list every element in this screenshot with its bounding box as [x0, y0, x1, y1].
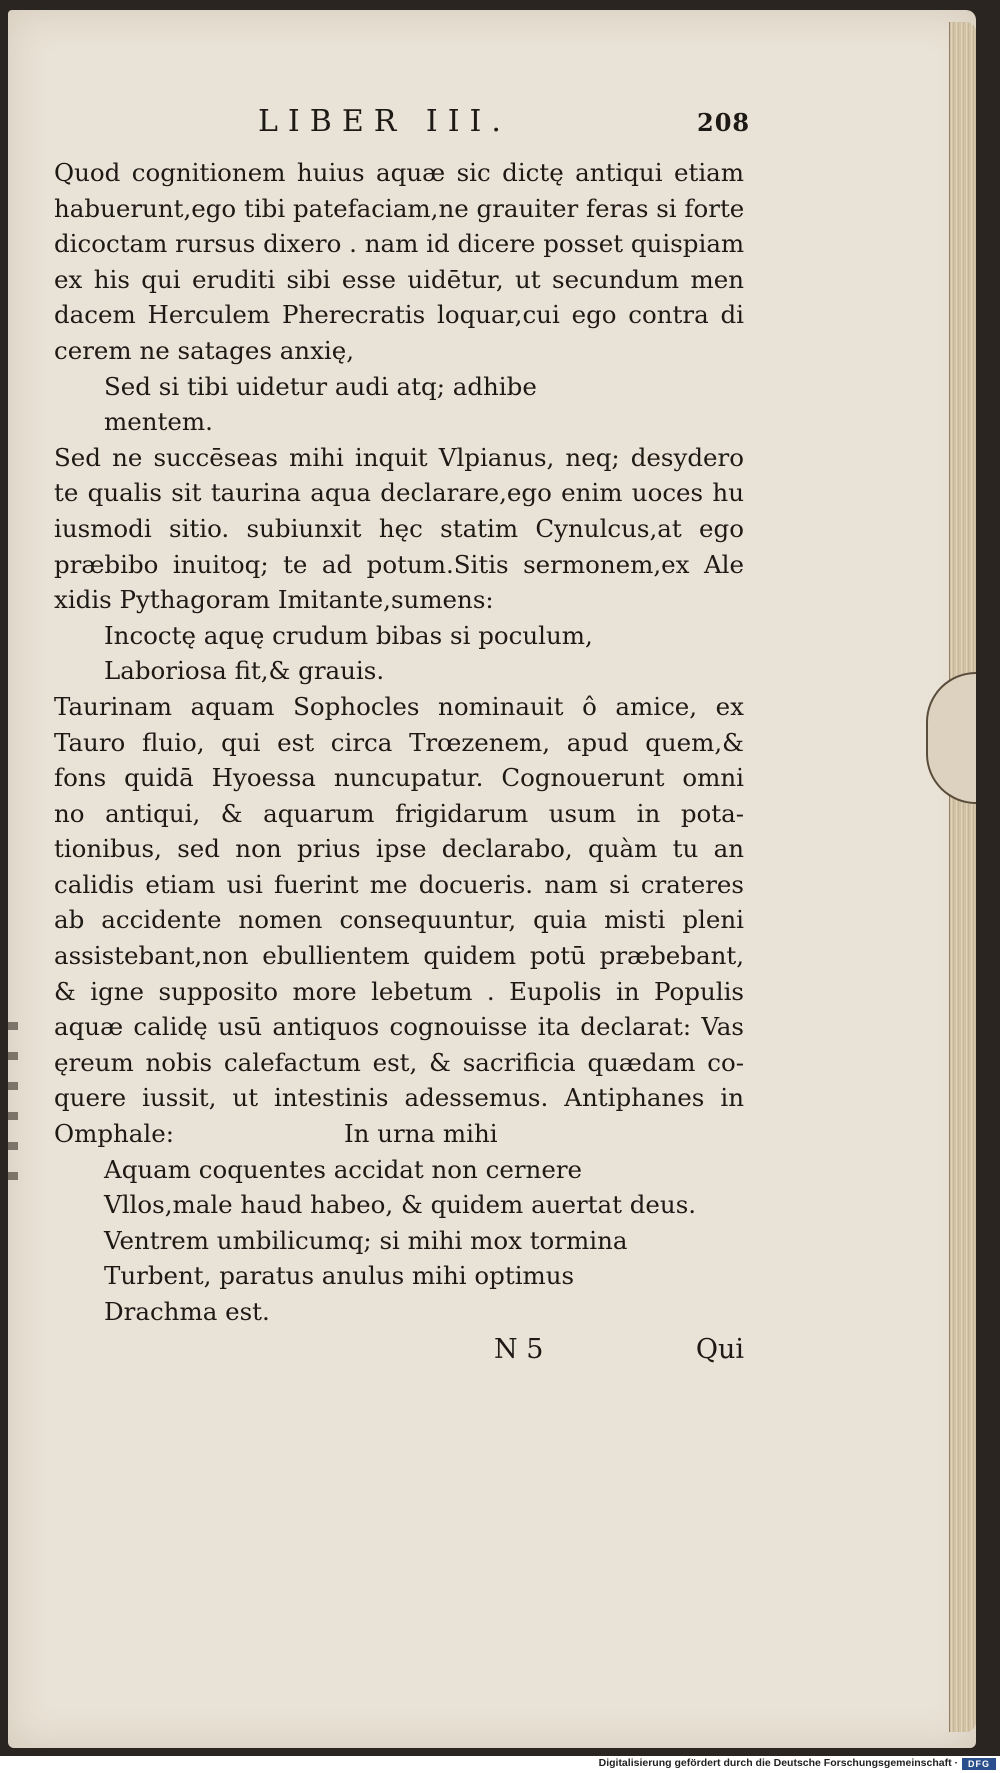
text-line: iusmodi sitio. subiunxit hęc statim Cynulcus,at ego — [54, 513, 744, 543]
verse-line: Laboriosa fit,& grauis. — [104, 656, 385, 686]
fore-edge — [949, 22, 976, 1732]
text-line: fons quidā Hyoessa nuncupatur. Cognouerunt omni — [54, 763, 744, 793]
footer-credit: Digitalisierung gefördert durch die Deutsche Forschungsgemeinschaft · — [598, 1757, 958, 1769]
text-line: dicoctam rursus dixero . nam id dicere posset quispiam — [54, 229, 745, 259]
text-line: no antiqui, & aquarum frigidarum usum in pota- — [54, 798, 744, 828]
text-line: assistebant,non ebullientem quidem potū præbebant, — [54, 941, 744, 971]
speaker-line — [54, 1116, 744, 1152]
text-line: ęreum nobis calefactum est, & sacrificia quædam co- — [54, 1047, 744, 1077]
text-line: xidis Pythagoram Imitante,sumens: — [54, 585, 494, 615]
text-line: Taurinam aquam Sophocles nominauit ô amice, ex — [54, 691, 744, 721]
text-line: te qualis sit taurina aqua declarare,ego enim uoces hu — [54, 478, 744, 508]
text-line: Tauro fluio, qui est circa Trœzenem, apud quem,& — [54, 727, 744, 757]
text-line: præbibo inuitoq; te ad potum.Sitis sermonem,ex Ale — [54, 549, 744, 579]
text-line: cerem ne satages anxię, — [54, 335, 355, 365]
verse-line: Vllos,male haud habeo, & quidem auertat deus. — [104, 1190, 697, 1220]
text-line: quere iussit, ut intestinis adessemus. Antiphanes in — [54, 1083, 744, 1113]
verse-line: Turbent, paratus anulus mihi optimus — [104, 1261, 575, 1291]
page-tab — [926, 672, 976, 804]
page-number: 208 — [697, 108, 751, 137]
text-line: ex his qui eruditi sibi esse uidētur, ut secundum men — [54, 264, 744, 294]
verse-line: Incoctę aquę crudum bibas si poculum, — [104, 620, 593, 650]
text-line: tionibus, sed non prius ipse declarabo, quàm tu an — [54, 834, 744, 864]
text-line: calidis etiam usi fuerint me docueris. nam si crateres — [54, 869, 744, 899]
text-line: aquæ calidę usū antiquos cognouisse ita declarat: Vas — [54, 1012, 744, 1042]
speaker-cue: In urna mihi — [344, 1119, 498, 1149]
text-line: ab accidente nomen consequuntur, quia misti pleni — [54, 905, 744, 935]
text-line: Sed ne succēseas mihi inquit Vlpianus, neq; desydero — [54, 442, 744, 472]
verse-line: Ventrem umbilicumq; si mihi mox tormina — [104, 1225, 628, 1255]
signature-mark: N 5 — [494, 1334, 544, 1365]
catchwords — [494, 1334, 744, 1374]
body-text — [54, 155, 744, 1330]
verse-line: mentem. — [104, 407, 213, 437]
text-line: dacem Herculem Pherecratis loquar,cui ego contra di — [54, 300, 744, 330]
speaker-name: Omphale: — [54, 1119, 174, 1149]
verse-line: Sed si tibi uidetur audi atq; adhibe — [104, 371, 537, 401]
gutter-marks — [8, 1000, 18, 1180]
text-line: habuerunt,ego tibi patefaciam,ne grauiter feras si forte — [54, 193, 745, 223]
text-line: Quod cognitionem huius aquæ sic dictę antiqui etiam — [54, 158, 744, 187]
running-title: LIBER III. — [258, 104, 511, 139]
running-head — [60, 104, 751, 152]
text-line: & igne supposito more lebetum . Eupolis in Populis — [54, 976, 744, 1006]
catchword: Qui — [695, 1334, 744, 1365]
verse-line: Aquam coquentes accidat non cernere — [104, 1154, 583, 1184]
verse-line: Drachma est. — [104, 1297, 270, 1326]
dfg-logo: DFG — [962, 1758, 996, 1770]
